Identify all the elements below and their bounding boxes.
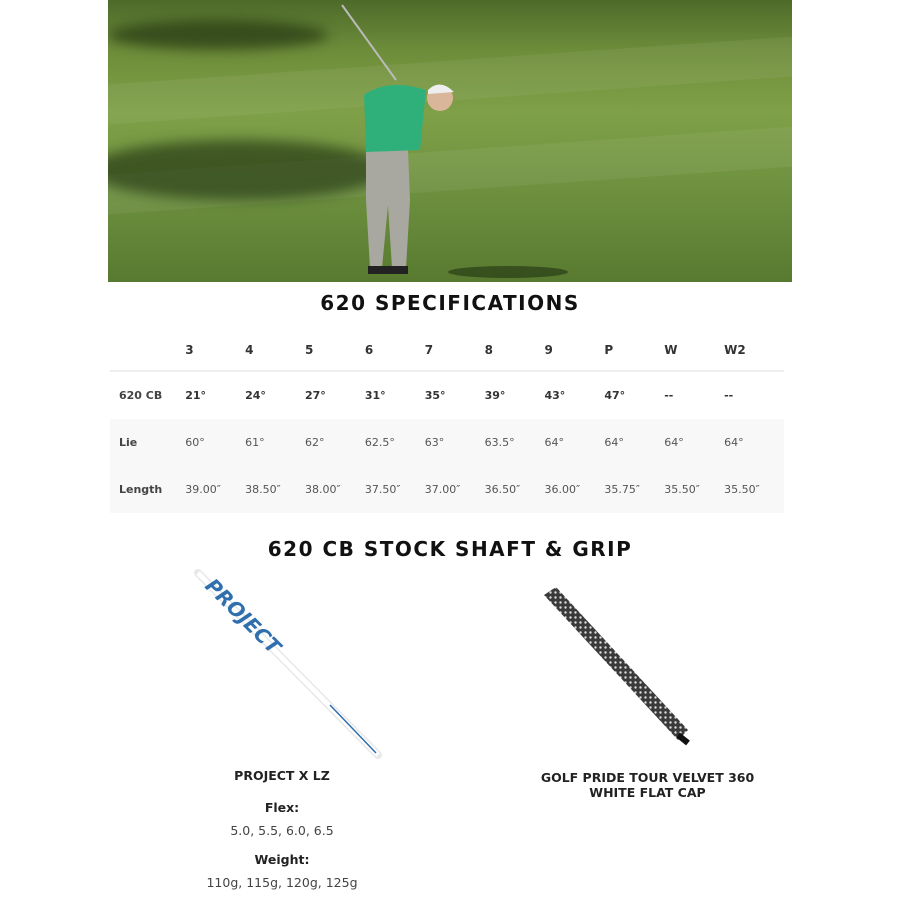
- column-header: 6: [364, 343, 374, 357]
- specifications-table: [110, 330, 784, 513]
- column-header: W: [664, 343, 678, 357]
- column-header: 9: [544, 343, 553, 357]
- flex-label: Flex:: [264, 800, 300, 815]
- specifications-title: 620 SPECIFICATIONS: [320, 291, 580, 315]
- table-cell: 37.50″: [364, 483, 401, 496]
- row-label: Lie: [119, 436, 138, 449]
- table-cell: 35.50″: [664, 483, 700, 496]
- table-row: [110, 466, 784, 513]
- shaft-brand-text: PROJECT: [200, 573, 286, 659]
- table-cell: 62°: [304, 436, 325, 449]
- table-cell: 47°: [604, 389, 626, 402]
- column-header: W2: [724, 343, 746, 357]
- stock-title: 620 CB STOCK SHAFT & GRIP: [267, 537, 633, 561]
- table-cell: 39.00″: [185, 483, 221, 496]
- hero-golf-photo: [108, 0, 792, 282]
- table-header-row: [110, 330, 784, 372]
- shaft-image: [190, 565, 390, 765]
- table-cell: 35.75″: [604, 483, 640, 496]
- table-cell: 35.50″: [724, 483, 760, 496]
- table-row: [110, 419, 784, 466]
- table-cell: 64°: [724, 436, 744, 449]
- row-label: Length: [119, 483, 163, 496]
- weight-values: 110g, 115g, 120g, 125g: [206, 875, 358, 890]
- table-cell: 43°: [544, 389, 566, 402]
- table-cell: 38.50″: [245, 483, 281, 496]
- column-header: 8: [484, 343, 493, 357]
- table-cell: 21°: [185, 389, 207, 402]
- table-cell: 64°: [664, 436, 684, 449]
- table-cell: 38.00″: [304, 483, 341, 496]
- table-cell: 63°: [424, 436, 445, 449]
- table-cell: 35°: [424, 389, 446, 402]
- flex-values: 5.0, 5.5, 6.0, 6.5: [230, 823, 334, 838]
- table-cell: 27°: [304, 389, 326, 402]
- column-header: 4: [245, 343, 254, 357]
- table-row: [110, 372, 784, 419]
- table-cell: 62.5°: [364, 436, 395, 449]
- column-header: 5: [304, 343, 314, 357]
- table-cell: 39°: [484, 389, 506, 402]
- table-cell: 61°: [245, 436, 265, 449]
- column-header: 7: [424, 343, 434, 357]
- table-cell: 63.5°: [484, 436, 515, 449]
- table-cell: 31°: [364, 389, 386, 402]
- table-cell: 36.00″: [544, 483, 581, 496]
- table-cell: --: [724, 389, 734, 402]
- weight-label: Weight:: [254, 852, 310, 867]
- column-header: P: [604, 343, 614, 357]
- table-cell: --: [664, 389, 674, 402]
- table-cell: 24°: [245, 389, 266, 402]
- table-cell: 36.50″: [484, 483, 521, 496]
- row-label: 620 CB: [119, 389, 163, 402]
- column-header: 3: [185, 343, 194, 357]
- table-cell: 60°: [185, 436, 205, 449]
- shaft-name: PROJECT X LZ: [234, 768, 330, 783]
- grip-info: [500, 770, 795, 800]
- grip-name-line1: GOLF PRIDE TOUR VELVET 360: [540, 770, 755, 785]
- golfer-figure: [108, 0, 792, 282]
- grip-image: [538, 585, 698, 750]
- table-cell: 37.00″: [424, 483, 461, 496]
- table-cell: 64°: [604, 436, 624, 449]
- grip-name-line2: WHITE FLAT CAP: [589, 785, 706, 800]
- table-cell: 64°: [544, 436, 564, 449]
- shaft-info: [182, 768, 382, 890]
